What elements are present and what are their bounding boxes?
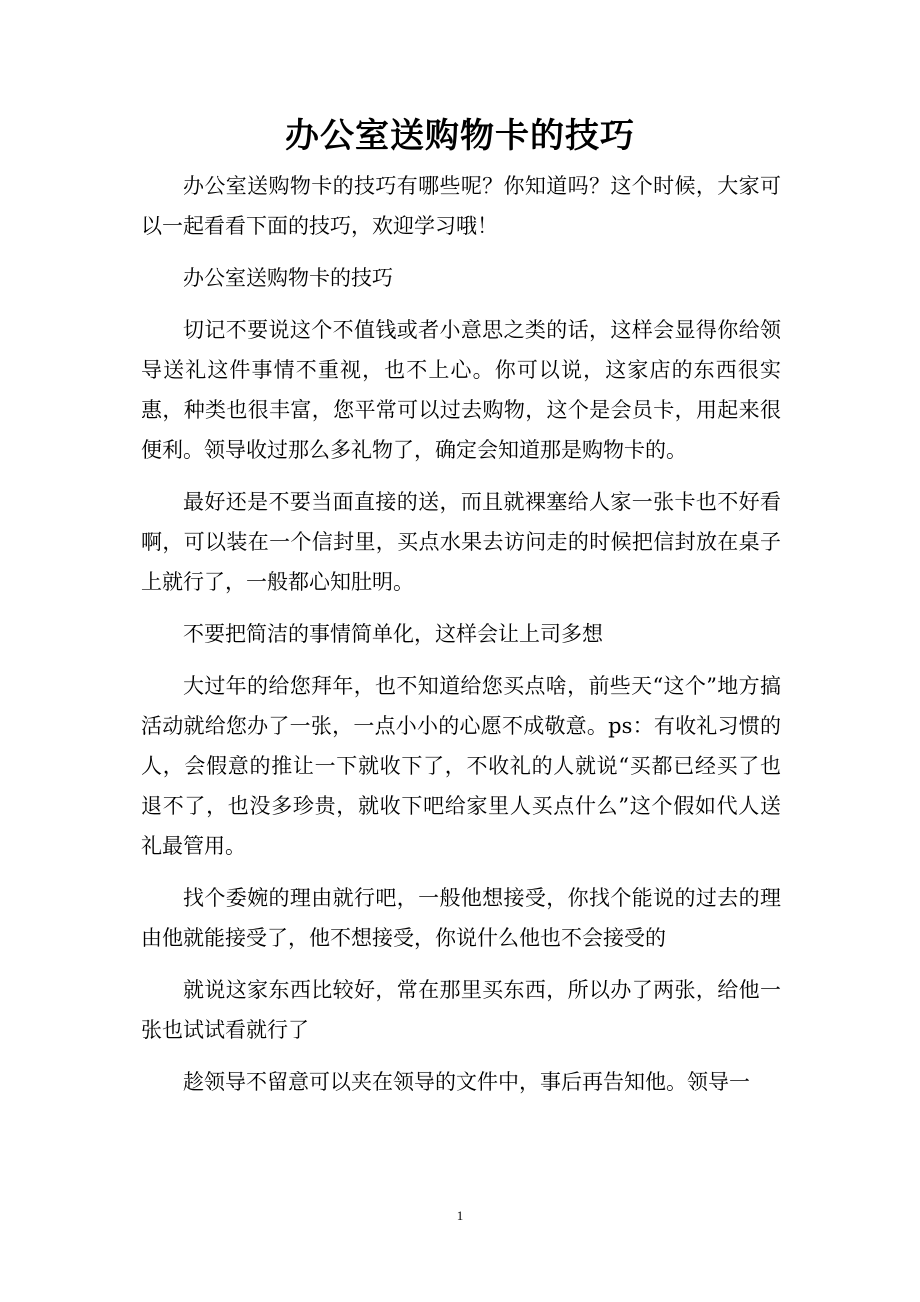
paragraph-tip-2: 最好还是不要当面直接的送，而且就裸塞给人家一张卡也不好看啊，可以装在一个信封里，买点水果去访问走的时候把信封放在桌子上就行了，一般都心知肚明。	[141, 490, 781, 594]
paragraph-tip-6: 就说这家东西比较好，常在那里买东西，所以办了两张，给他一张也试试看就行了	[141, 978, 781, 1042]
paragraph-tip-1: 切记不要说这个不值钱或者小意思之类的话，这样会显得你给领导送礼这件事情不重视，也不上心。你可以说，这家店的东西很实惠，种类也很丰富，您平常可以过去购物，这个是会员卡，用起来很便利。领导收过那么多礼物了，确定会知道那是购物卡的。	[141, 318, 781, 462]
paragraph-intro: 办公室送购物卡的技巧有哪些呢？你知道吗？这个时候，大家可以一起看看下面的技巧，欢迎学习哦！	[141, 174, 781, 238]
paragraph-tip-7: 趁领导不留意可以夹在领导的文件中，事后再告知他。领导一	[183, 1070, 750, 1094]
paragraph-tip-5: 找个委婉的理由就行吧，一般他想接受，你找个能说的过去的理由他就能接受了，他不想接受，你说什么他也不会接受的	[141, 886, 781, 950]
paragraph-subheading: 办公室送购物卡的技巧	[183, 266, 393, 290]
document-title: 办公室送购物卡的技巧	[285, 116, 635, 156]
paragraph-tip-4: 大过年的给您拜年，也不知道给您买点啥，前些天“这个”地方搞活动就给您办了一张，一点小小的心愿不成敬意。ps：有收礼习惯的人，会假意的推让一下就收下了，不收礼的人就说“买都已经买了也退不了，也没多珍贵，就收下吧给家里人买点什么”这个假如代人送礼最管用。	[141, 674, 781, 858]
document-body	[141, 166, 781, 1114]
page-number: 1	[456, 1208, 464, 1223]
paragraph-tip-3: 不要把简洁的事情简单化，这样会让上司多想	[183, 622, 603, 646]
